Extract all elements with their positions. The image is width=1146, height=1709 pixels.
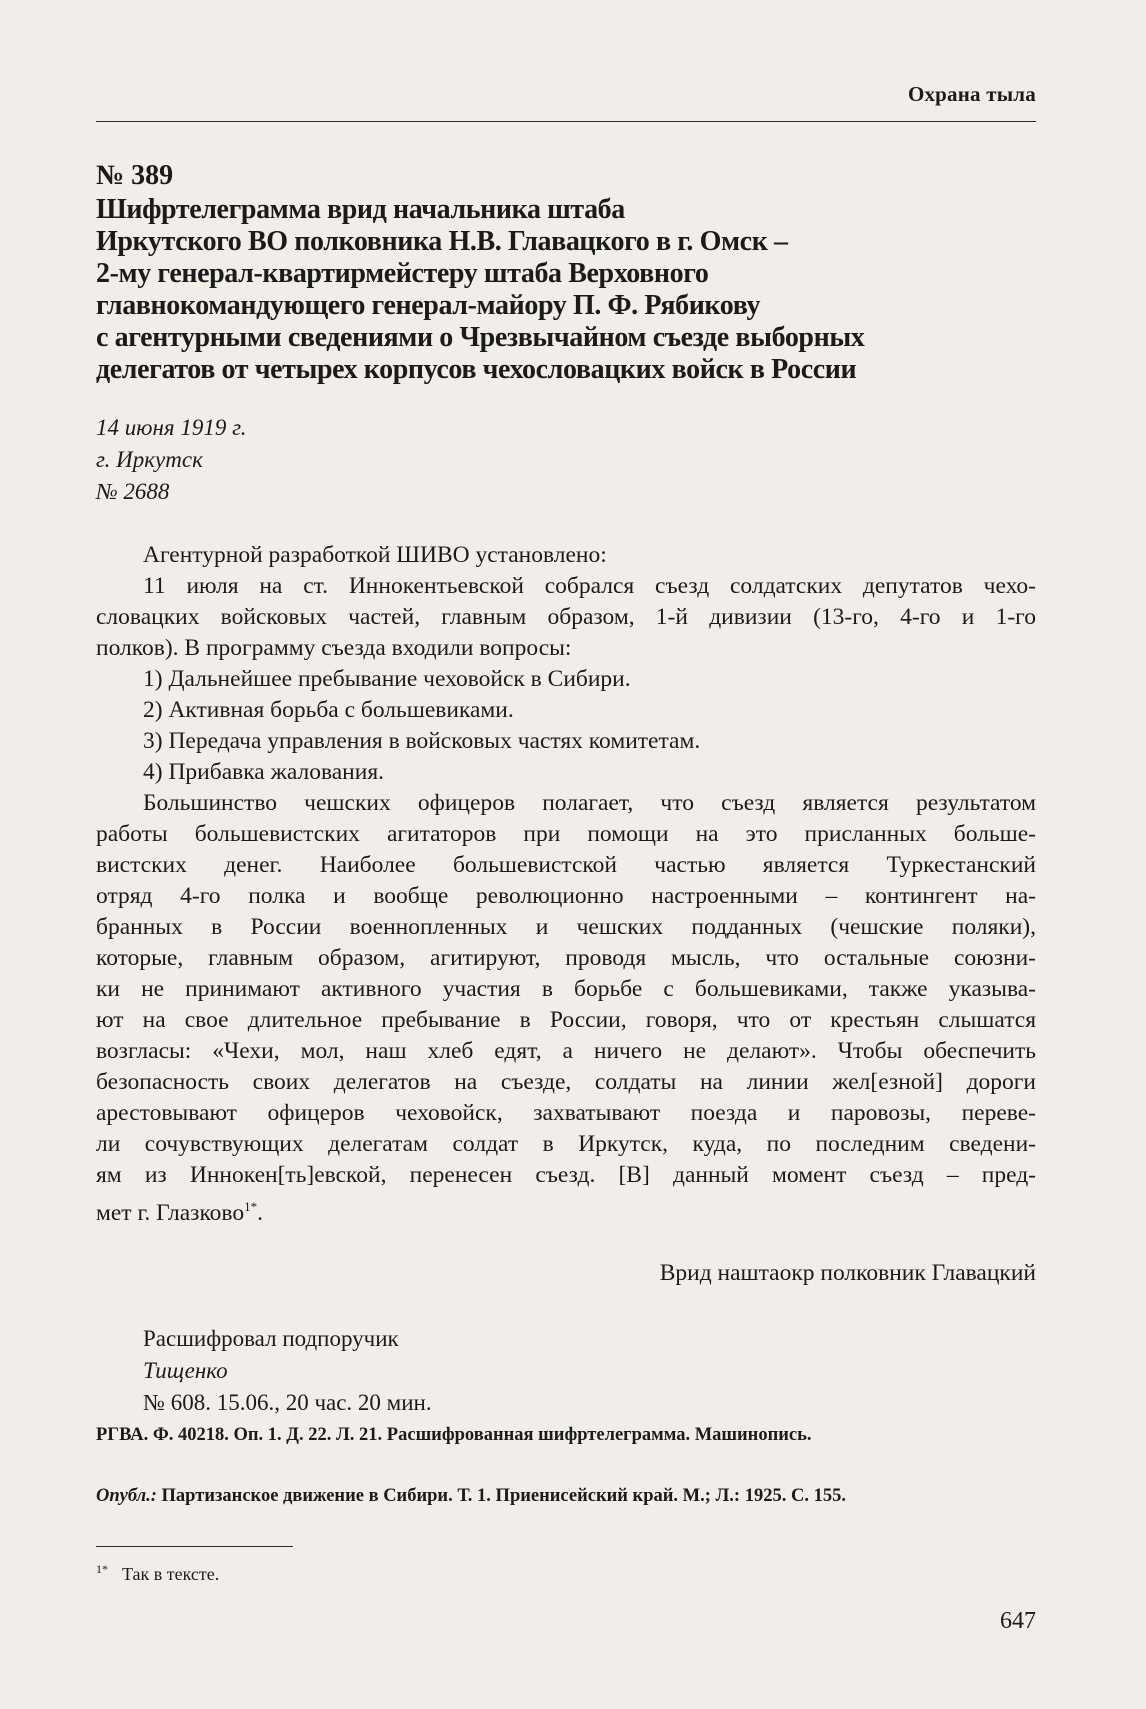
- list-item: 2) Активная борьба с большевиками.: [143, 697, 514, 723]
- list-item: 4) Прибавка жалования.: [143, 759, 385, 785]
- body-line-last: мет г. Глазково$^{1*}$.: [96, 1199, 263, 1226]
- decoded-block: [143, 1323, 432, 1419]
- document-body: [96, 540, 1036, 1229]
- title-line: Иркутского ВО полковника Н.В. Главацкого в г. Омск –: [96, 226, 788, 257]
- body-intro: Агентурной разработкой ШИВО установлено:: [143, 542, 607, 568]
- document-place: г. Иркутск: [96, 447, 203, 472]
- body-line: арестовывают офицеров чеховойск, захватывают поезда и паровозы, переве-: [96, 1100, 1036, 1126]
- document-reg-number: № 2688: [96, 479, 170, 504]
- page-number: 647: [1000, 1608, 1036, 1634]
- decoded-by: [143, 1323, 432, 1387]
- signature: Врид наштаокр полковник Главацкий: [659, 1260, 1036, 1286]
- body-line: ют на свое длительное пребывание в России, говоря, что от крестьян слышатся: [96, 1007, 1036, 1033]
- decoded-stamp: № 608. 15.06., 20 час. 20 мин.: [143, 1390, 432, 1415]
- title-line: с агентурными сведениями о Чрезвычайном съезде выборных: [96, 322, 865, 353]
- title-line: 2-му генерал-квартирмейстеру штаба Верховного: [96, 258, 709, 289]
- footnote-text: Так в тексте.: [122, 1564, 220, 1584]
- footnote-rule: [96, 1546, 293, 1547]
- body-line: словацких войсковых частей, главным образом, 1-й дивизии (13-го, 4-го и 1-го: [96, 604, 1036, 630]
- published-label: Опубл.:: [96, 1486, 157, 1506]
- body-line: ки не принимают активного участия в борьбе с большевиками, также указыва-: [96, 976, 1036, 1002]
- body-line: 11 июля на ст. Иннокентьевской собрался съезд солдатских депутатов чехо-: [143, 573, 1036, 599]
- published-text: Партизанское движение в Сибири. Т. 1. Приенисейский край. М.; Л.: 1925. С. 155.: [156, 1486, 846, 1506]
- document-title: [96, 194, 1036, 386]
- title-line: главнокомандующего генерал-майору П. Ф. Рябикову: [96, 290, 761, 321]
- decoded-label: Расшифровал подпоручик: [143, 1326, 399, 1351]
- archive-source: РГВА. Ф. 40218. Оп. 1. Д. 22. Л. 21. Расшифрованная шифртелеграмма. Машинопись.: [96, 1425, 812, 1445]
- list-item: 1) Дальнейшее пребывание чеховойск в Сибири.: [143, 666, 631, 692]
- title-line: Шифртелеграмма врид начальника штаба: [96, 194, 625, 225]
- body-line: ли сочувствующих делегатам солдат в Иркутск, куда, по последним сведени-: [96, 1131, 1036, 1157]
- document-page: [96, 0, 1036, 1709]
- footnote-ref: 1*: [244, 1199, 258, 1214]
- body-line-last-text: мет г. Глазково: [96, 1199, 245, 1226]
- body-line: возгласы: «Чехи, мол, наш хлеб едят, а ничего не делают». Чтобы обеспечить: [96, 1038, 1036, 1064]
- body-line: работы большевистских агитаторов при помощи на это присланных больше-: [96, 821, 1036, 847]
- body-line: отряд 4-го полка и вообще революционно настроенными – контингент на-: [96, 883, 1036, 909]
- body-line: безопасность своих делегатов на съезде, солдаты на линии жел[езной] дороги: [96, 1069, 1036, 1095]
- header-rule: [96, 121, 1036, 122]
- document-meta: [96, 412, 247, 508]
- published-source: [96, 1486, 846, 1507]
- footnote-mark: 1*: [96, 1562, 108, 1576]
- running-head: Охрана тыла: [907, 82, 1036, 106]
- title-line: делегатов от четырех корпусов чехословацких войск в России: [96, 354, 857, 385]
- body-line: вистских денег. Наиболее большевистской частью является Туркестанский: [96, 852, 1036, 878]
- body-line: ям из Иннокен[ть]евской, перенесен съезд. [В] данный момент съезд – пред-: [96, 1162, 1036, 1188]
- body-line: Большинство чешских офицеров полагает, что съезд является результатом: [143, 790, 1036, 816]
- document-date: 14 июня 1919 г.: [96, 415, 247, 440]
- document-number: № 389: [96, 160, 174, 191]
- body-line: полков). В программу съезда входили вопросы:: [96, 635, 572, 661]
- body-line: которые, главным образом, агитируют, проводя мысль, что остальные союзни-: [96, 945, 1036, 971]
- list-item: 3) Передача управления в войсковых частях комитетам.: [143, 728, 701, 754]
- footnote: [96, 1562, 219, 1585]
- body-line: бранных в России военнопленных и чешских подданных (чешские поляки),: [96, 914, 1036, 940]
- decoded-name: Тищенко: [143, 1358, 228, 1383]
